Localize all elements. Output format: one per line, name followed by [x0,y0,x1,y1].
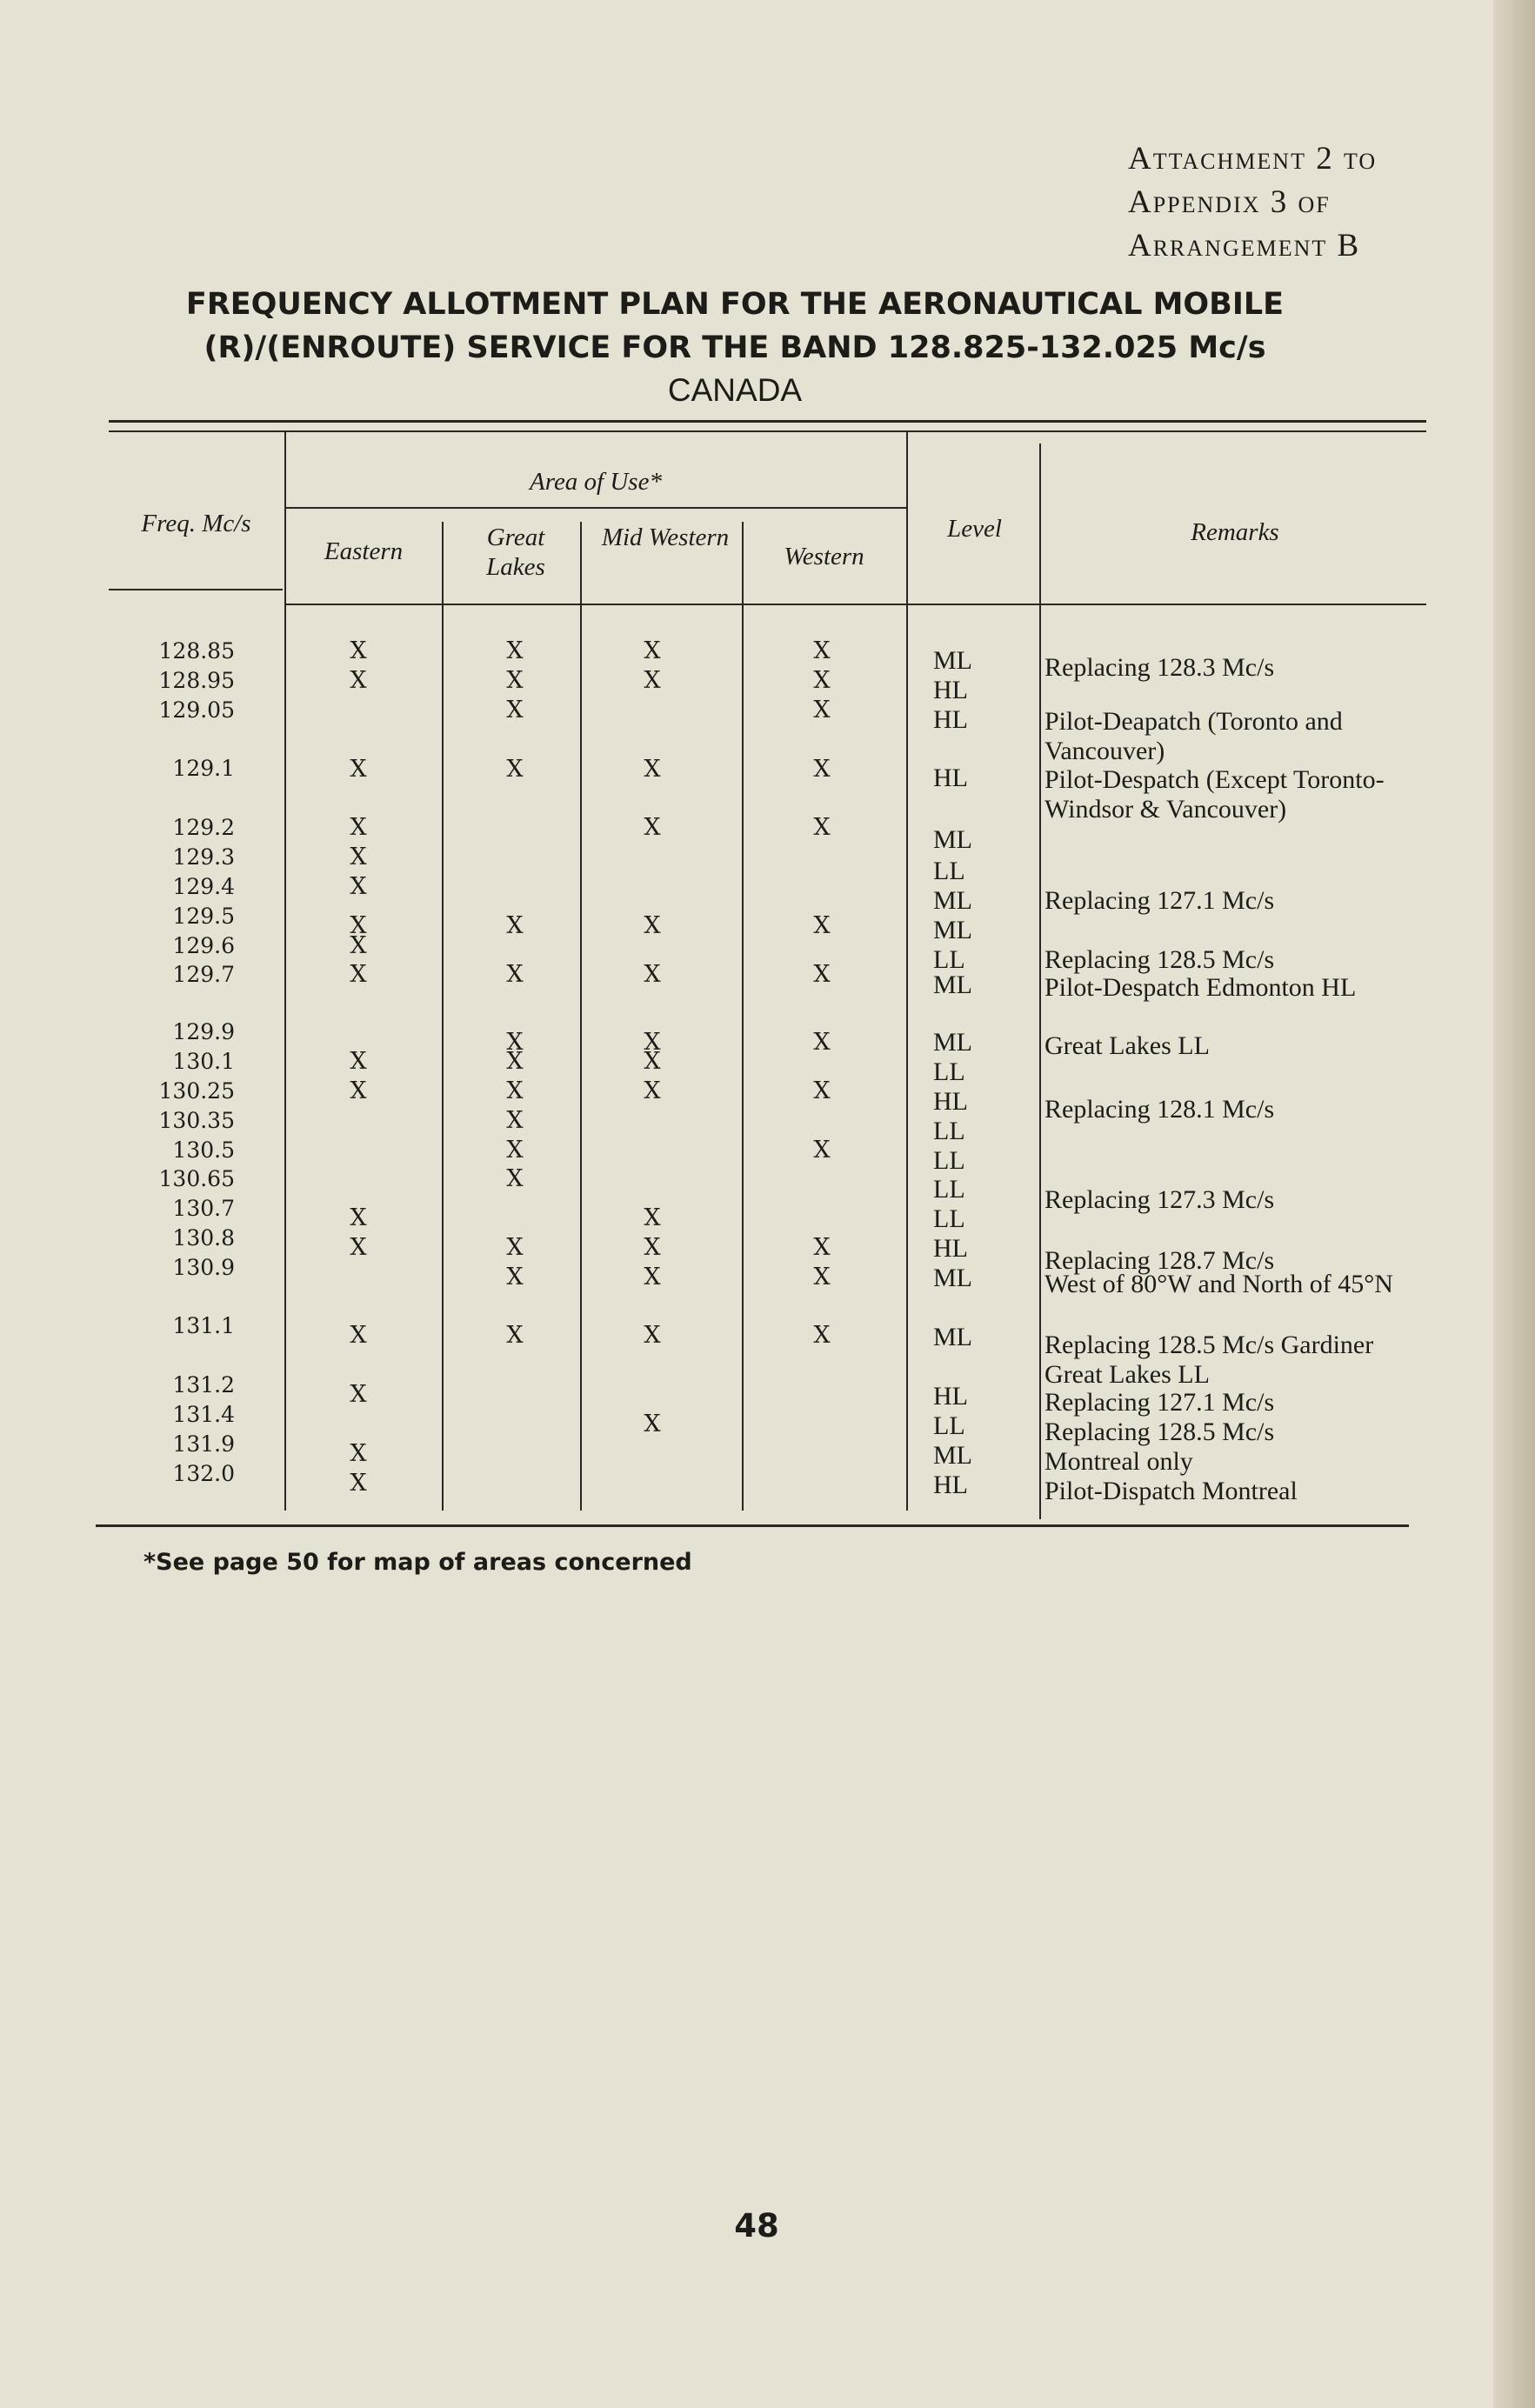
column-divider-western [906,432,908,1511]
area-mark-e: X [350,1322,367,1349]
area-mark-e: X [350,1048,367,1075]
area-mark-g: X [506,961,524,988]
level-cell: ML [933,1264,972,1292]
area-mark-e: X [350,844,367,870]
freq-cell: 130.65 [158,1166,235,1191]
area-mark-m: X [644,961,661,988]
level-cell: ML [933,971,972,999]
freq-cell: 129.1 [172,756,235,781]
attachment-heading [1128,137,1377,268]
title-line-2: (R)/(ENROUTE) SERVICE FOR THE BAND 128.825-132.025 Mc/s [204,330,1266,365]
remarks-cell: Replacing 127.1 Mc/s [1044,886,1275,915]
area-mark-w: X [813,1029,831,1056]
area-mark-w: X [813,1264,831,1291]
area-mark-w: X [813,1077,831,1104]
area-mark-e: X [350,961,367,988]
level-cell: HL [933,1471,968,1499]
level-cell: LL [933,1204,965,1233]
freq-cell: 130.25 [158,1078,235,1104]
remarks-cell: Pilot-Deapatch (Toronto and Vancouver) [1044,707,1343,765]
area-mark-g: X [506,1165,524,1192]
header-remarks: Remarks [1191,518,1279,546]
area-mark-e: X [350,814,367,841]
area-mark-g: X [506,1322,524,1349]
level-cell: HL [933,1234,968,1263]
level-cell: LL [933,1117,965,1145]
column-divider-eastern [442,522,444,1511]
freq-cell: 132.0 [172,1461,235,1486]
header-level: Level [947,515,1002,543]
freq-cell: 131.2 [172,1372,235,1397]
area-mark-g: X [506,1137,524,1164]
level-cell: LL [933,857,965,885]
area-mark-w: X [813,667,831,694]
area-mark-w: X [813,697,831,724]
area-mark-m: X [644,667,661,694]
area-mark-e: X [350,637,367,664]
area-mark-g: X [506,1264,524,1291]
level-cell: LL [933,945,965,974]
remarks-cell: Replacing 127.1 Mc/s [1044,1388,1275,1417]
freq-cell: 129.05 [158,697,235,723]
area-mark-g: X [506,1029,524,1056]
level-cell: LL [933,1057,965,1086]
remarks-cell: Replacing 128.1 Mc/s [1044,1095,1275,1124]
level-cell: LL [933,1175,965,1204]
remarks-cell: Replacing 128.5 Mc/s [1044,945,1275,974]
table-top-rule-2 [109,430,1426,432]
area-mark-e: X [350,756,367,783]
remarks-cell: Replacing 128.5 Mc/s [1044,1417,1275,1446]
area-mark-m: X [644,912,661,939]
freq-cell: 129.9 [172,1019,235,1044]
area-mark-g: X [506,1107,524,1134]
remarks-cell: Montreal only [1044,1447,1193,1476]
area-mark-w: X [813,814,831,841]
header-freq: Freq. Mc/s [141,510,251,537]
level-cell: ML [933,825,972,854]
remarks-cell: Pilot-Dispatch Montreal [1044,1477,1298,1505]
level-cell: HL [933,1382,968,1411]
remarks-cell: Replacing 128.3 Mc/s [1044,653,1275,682]
level-cell: ML [933,646,972,675]
table-top-rule [109,420,1426,423]
area-mark-e: X [350,932,367,959]
remarks-cell: Replacing 128.7 Mc/s [1044,1246,1275,1275]
freq-cell: 129.2 [172,815,235,840]
area-mark-e: X [350,1234,367,1261]
area-mark-m: X [644,1234,661,1261]
freq-cell: 131.1 [172,1313,235,1338]
level-cell: ML [933,1441,972,1470]
remarks-cell: West of 80°W and North of 45°N [1044,1270,1393,1298]
header-bottom-rule [284,604,1426,605]
level-cell: ML [933,1028,972,1057]
freq-cell: 129.4 [172,874,235,899]
area-mark-e: X [350,667,367,694]
area-mark-m: X [644,814,661,841]
area-mark-m: X [644,1411,661,1437]
freq-cell: 128.85 [158,638,235,664]
header-mid-western: Mid Western [601,524,730,551]
column-divider-freq [284,432,286,1511]
page-edge [1493,0,1535,2408]
level-cell: ML [933,1323,972,1351]
area-mark-e: X [350,1077,367,1104]
area-mark-w: X [813,912,831,939]
area-mark-e: X [350,1204,367,1231]
area-mark-g: X [506,756,524,783]
area-mark-g: X [506,1234,524,1261]
area-mark-m: X [644,1029,661,1056]
freq-cell: 130.1 [172,1049,235,1074]
attachment-line-1: Attachment 2 to [1128,141,1378,177]
remarks-cell: Great Lakes LL [1044,1031,1210,1060]
area-header-rule [284,507,906,509]
area-mark-g: X [506,1048,524,1075]
area-mark-e: X [350,1381,367,1408]
level-cell: HL [933,705,968,734]
freq-cell: 130.7 [172,1196,235,1221]
header-area-of-use: Area of Use* [530,468,662,496]
area-mark-m: X [644,756,661,783]
level-cell: LL [933,1411,965,1440]
area-mark-g: X [506,697,524,724]
area-mark-e: X [350,1440,367,1467]
level-cell: HL [933,764,968,792]
level-cell: HL [933,1087,968,1116]
freq-cell: 129.5 [172,904,235,929]
area-mark-m: X [644,1204,661,1231]
title-line-1: FREQUENCY ALLOTMENT PLAN FOR THE AERONAUTICAL MOBILE [185,287,1285,322]
remarks-cell: Pilot-Despatch Edmonton HL [1044,973,1357,1002]
area-mark-w: X [813,1234,831,1261]
area-mark-g: X [506,637,524,664]
freq-cell: 130.35 [158,1108,235,1133]
remarks-cell: Replacing 128.5 Mc/s Gardiner Great Lakes LL [1044,1331,1374,1389]
header-bottom-rule-left [109,589,283,590]
freq-cell: 131.9 [172,1431,235,1457]
header-great-lakes: Great Lakes [486,524,545,581]
footnote: *See page 50 for map of areas concerned [143,1549,692,1576]
remarks-cell: Replacing 127.3 Mc/s [1044,1185,1275,1214]
area-mark-w: X [813,756,831,783]
column-divider-mid-western [742,522,744,1511]
freq-cell: 130.5 [172,1137,235,1163]
area-mark-m: X [644,637,661,664]
header-western: Western [784,543,864,570]
freq-cell: 129.6 [172,933,235,958]
level-cell: ML [933,886,972,915]
freq-cell: 130.8 [172,1225,235,1251]
area-mark-w: X [813,1322,831,1349]
area-mark-w: X [813,961,831,988]
area-mark-g: X [506,912,524,939]
area-mark-w: X [813,637,831,664]
freq-cell: 129.3 [172,844,235,870]
area-mark-e: X [350,873,367,900]
column-divider-level [1039,444,1041,1519]
column-divider-great-lakes [580,522,582,1511]
freq-cell: 131.4 [172,1402,235,1427]
level-cell: ML [933,916,972,944]
area-mark-g: X [506,1077,524,1104]
table-bottom-rule [96,1524,1409,1527]
level-cell: LL [933,1146,965,1175]
area-mark-g: X [506,667,524,694]
freq-cell: 130.9 [172,1255,235,1280]
level-cell: HL [933,676,968,704]
freq-cell: 128.95 [158,668,235,693]
header-eastern: Eastern [324,537,404,565]
title-country: CANADA [667,372,803,408]
page-number: 48 [734,2207,779,2245]
area-mark-m: X [644,1048,661,1075]
attachment-line-2: Appendix 3 of [1128,184,1331,220]
area-mark-w: X [813,1137,831,1164]
remarks-cell: Pilot-Despatch (Except Toronto-Windsor & Vancouver) [1044,765,1385,824]
freq-cell: 129.7 [172,962,235,987]
area-mark-e: X [350,1470,367,1497]
area-mark-e: X [350,912,367,939]
area-mark-m: X [644,1322,661,1349]
attachment-line-3: Arrangement B [1128,228,1361,263]
area-mark-m: X [644,1077,661,1104]
area-mark-m: X [644,1264,661,1291]
